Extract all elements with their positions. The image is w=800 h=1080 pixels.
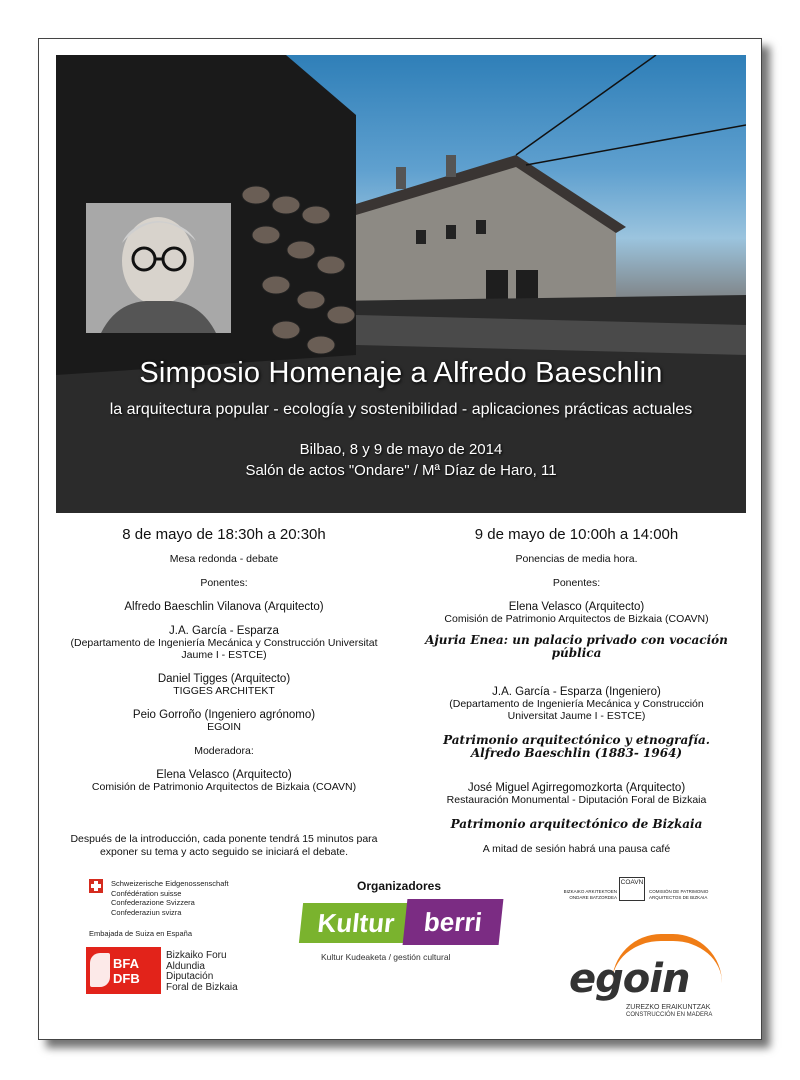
day1-format: Mesa redonda - debate	[169, 553, 279, 565]
speaker-affiliation: EGOIN	[207, 721, 241, 733]
kulturberri-tagline: Kultur Kudeaketa / gestión cultural	[321, 952, 451, 962]
kultur-word: Kultur	[299, 903, 413, 943]
day1-speakers-label: Ponentes:	[200, 577, 248, 589]
egoin-tagline: ZUREZKO ERAIKUNTZAK	[626, 1004, 711, 1011]
egoin-word: egoin	[569, 956, 690, 1002]
swiss-logo-line: Confederazione Svizzera	[111, 898, 195, 907]
berri-word: berri	[403, 899, 504, 945]
talk-title: Patrimonio arquitectónico y etnografía.	[443, 733, 710, 747]
bfa-mark-text: DFB	[113, 971, 140, 986]
bfa-line: Bizkaiko Foru	[166, 950, 227, 961]
day2-heading: 9 de mayo de 10:00h a 14:00h	[474, 526, 679, 543]
talk-title: Alfredo Baeschlin (1883- 1964)	[470, 746, 683, 760]
poster	[38, 38, 762, 1040]
bfa-mark	[86, 947, 161, 994]
talk-title: Ajuria Enea: un palacio privado con vocación	[425, 633, 728, 647]
day2-format: Ponencias de media hora.	[515, 553, 638, 565]
swiss-logo-line: Schweizerische Eidgenossenschaft	[111, 879, 229, 888]
speaker-name: José Miguel Agirregomozkorta (Arquitecto)	[467, 782, 686, 794]
speaker-name: Elena Velasco (Arquitecto)	[508, 601, 645, 613]
speaker-affiliation: (Departamento de Ingeniería Mecánica y Construcción	[449, 698, 704, 710]
coavn-right-text: COMISIÓN DE PATRIMONIO ARQUITECTOS DE BIZKAIA	[649, 889, 709, 900]
bfa-mark-text: BFA	[113, 956, 139, 971]
speaker-affiliation: Universitat Jaume I - ESTCE)	[507, 710, 646, 722]
talk-title: Patrimonio arquitectónico de Bizkaia	[450, 817, 703, 831]
venue: Salón de actos "Ondare" / Mª Díaz de Haro, 11	[245, 462, 557, 479]
symposium-title: Simposio Homenaje a Alfredo Baeschlin	[139, 357, 663, 389]
day1-note-line: Después de la introducción, cada ponente tendrá 15 minutos para	[70, 833, 378, 845]
swiss-logo-line: Confederaziun svizra	[111, 907, 182, 917]
speaker-affiliation: Comisión de Patrimonio Arquitectos de Bizkaia (COAVN)	[444, 613, 709, 625]
oak-leaf-icon	[90, 953, 110, 987]
moderator-label: Moderadora:	[194, 745, 254, 757]
organizers-label: Organizadores	[356, 879, 442, 893]
talk-title: pública	[551, 646, 602, 660]
day2-speakers-label: Ponentes:	[552, 577, 601, 589]
sponsor-logos	[39, 39, 761, 1039]
speaker-name: J.A. García - Esparza (Ingeniero)	[492, 686, 661, 698]
symposium-subtitle: la arquitectura popular - ecología y sostenibilidad - aplicaciones prácticas actuales	[109, 401, 693, 418]
speaker-name: J.A. García - Esparza	[169, 625, 279, 637]
speaker-affiliation: TIGGES ARCHITEKT	[173, 685, 275, 697]
coavn-left-text: BIZKAIKO ARKITEKTOEN ONDARE BATZORDEA	[563, 889, 617, 900]
swiss-logo-line: Confédération suisse	[111, 888, 182, 898]
speaker-affiliation: Restauración Monumental - Diputación Foral de Bizkaia	[446, 794, 707, 806]
moderator-affiliation: Comisión de Patrimonio Arquitectos de Bizkaia (COAVN)	[91, 781, 357, 793]
day1-note-line: exponer su tema y acto seguido se iniciará el debate.	[99, 846, 349, 858]
swiss-flag-icon	[89, 879, 103, 893]
speaker-name: Peio Gorroño (Ingeniero agrónomo)	[132, 709, 316, 721]
bfa-line: Foral de Bizkaia	[166, 981, 238, 993]
speaker-name: Daniel Tigges (Arquitecto)	[157, 673, 291, 685]
coavn-box: COAVN	[619, 877, 645, 901]
break-note: A mitad de sesión habrá una pausa café	[482, 843, 671, 855]
speaker-affiliation: Jaume I - ESTCE)	[181, 649, 267, 661]
date-location: Bilbao, 8 y 9 de mayo de 2014	[299, 441, 503, 458]
speaker-name: Alfredo Baeschlin Vilanova (Arquitecto)	[124, 601, 324, 613]
speaker-affiliation: (Departamento de Ingeniería Mecánica y Construcción Universitat	[70, 637, 378, 649]
bfa-line: Aldundia	[166, 960, 205, 972]
egoin-tagline: CONSTRUCCIÓN EN MADERA	[626, 1012, 713, 1018]
egoin-logo	[564, 934, 724, 1018]
day1-heading: 8 de mayo de 18:30h a 20:30h	[122, 526, 326, 543]
swiss-embassy-label: Embajada de Suiza en España	[89, 929, 192, 938]
bfa-line: Diputación	[166, 971, 214, 982]
moderator-name: Elena Velasco (Arquitecto)	[156, 769, 292, 781]
